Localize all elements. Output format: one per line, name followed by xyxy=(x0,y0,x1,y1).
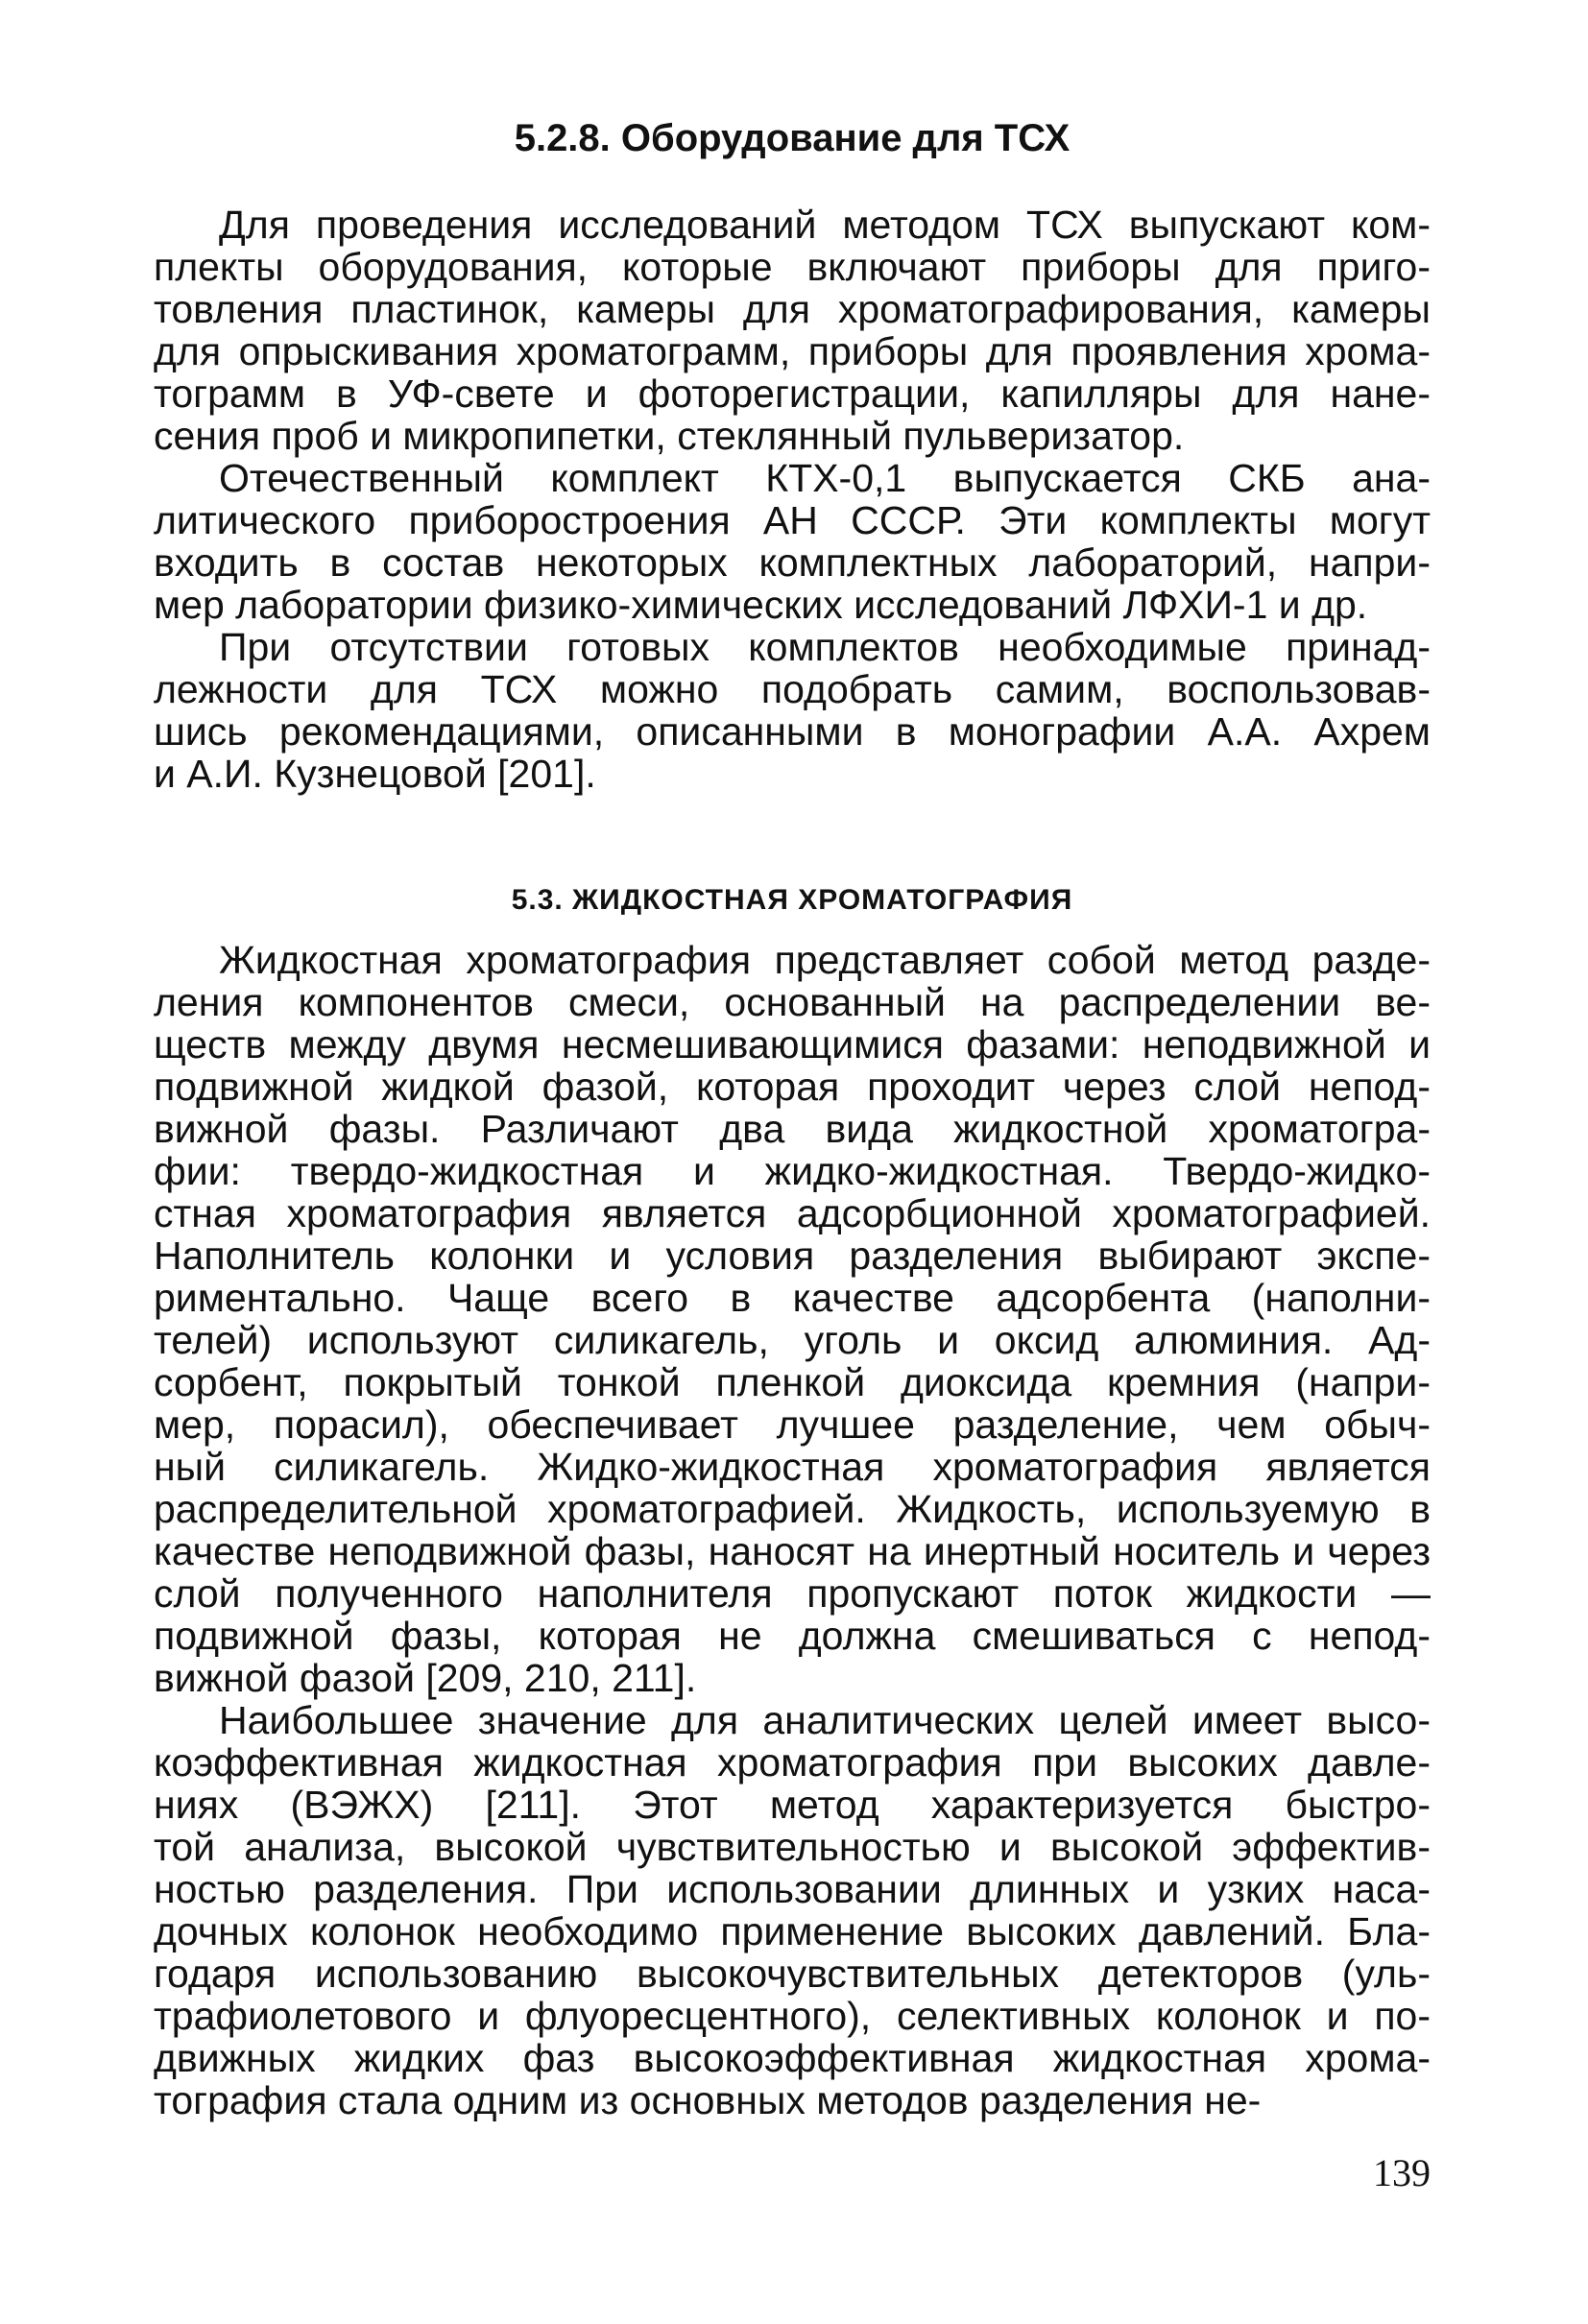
paragraph-line: входить в состав некоторых комплектных лабораторий, напри- xyxy=(154,540,1431,585)
paragraph-line: распределительной хроматографией. Жидкость, используемую в xyxy=(154,1487,1431,1531)
paragraph-line: и А.И. Кузнецовой [201]. xyxy=(154,752,596,796)
paragraph-line: Отечественный комплект КТХ-0,1 выпускается СКБ ана- xyxy=(219,456,1431,500)
paragraph-line: ный силикагель. Жидко-жидкостная хроматография является xyxy=(154,1445,1431,1489)
paragraph-line: Наполнитель колонки и условия разделения выбирают экспе- xyxy=(154,1234,1431,1278)
paragraph-line: для опрыскивания хроматограмм, приборы для проявления хрома- xyxy=(154,329,1431,373)
paragraph-line: телей) используют силикагель, уголь и оксид алюминия. Ад- xyxy=(154,1318,1431,1362)
paragraph-line: Жидкостная хроматография представляет собой метод разде- xyxy=(219,938,1431,982)
paragraph-line: подвижной фазы, которая не должна смешиваться с непод- xyxy=(154,1614,1431,1658)
paragraph-line: вижной фазы. Различают два вида жидкостной хроматогра- xyxy=(154,1107,1431,1151)
paragraph-line: фии: твердо-жидкостная и жидко-жидкостная. Твердо-жидко- xyxy=(154,1149,1431,1193)
paragraph-line: вижной фазой [209, 210, 211]. xyxy=(154,1656,697,1700)
paragraph-line: тограмм в УФ-свете и фоторегистрации, капилляры для нане- xyxy=(154,371,1431,416)
paragraph-line: подвижной жидкой фазой, которая проходит через слой непод- xyxy=(154,1065,1431,1109)
paragraph-line: Для проведения исследований методом ТСХ выпускают ком- xyxy=(219,203,1431,247)
paragraph-line: риментально. Чаще всего в качестве адсорбента (наполни- xyxy=(154,1276,1431,1320)
paragraph-line: мер лаборатории физико-химических исследований ЛФХИ-1 и др. xyxy=(154,583,1368,627)
paragraph-line: годаря использованию высокочувствительных детекторов (уль- xyxy=(154,1952,1431,1996)
paragraph-line: При отсутствии готовых комплектов необходимые принад- xyxy=(219,625,1431,669)
paragraph-line: Наибольшее значение для аналитических целей имеет высо- xyxy=(219,1698,1431,1742)
paragraph-line: той анализа, высокой чувствительностью и высокой эффектив- xyxy=(154,1825,1431,1869)
paragraph-line: дочных колонок необходимо применение высоких давлений. Бла- xyxy=(154,1909,1431,1953)
paragraph-line: слой полученного наполнителя пропускают поток жидкости — xyxy=(154,1571,1431,1616)
paragraph-line: товления пластинок, камеры для хроматографирования, камеры xyxy=(154,287,1431,331)
page-number: 139 xyxy=(1373,2151,1431,2194)
paragraph-line: ниях (ВЭЖХ) [211]. Этот метод характеризуется быстро- xyxy=(154,1783,1431,1827)
paragraph-line: движных жидких фаз высокоэффективная жидкостная хрома- xyxy=(154,2036,1431,2080)
paragraph-line: качестве неподвижной фазы, наносят на инертный носитель и через xyxy=(154,1529,1431,1573)
paragraph-line: тография стала одним из основных методов разделения не- xyxy=(154,2078,1262,2122)
paragraph-line: ления компонентов смеси, основанный на распределении ве- xyxy=(154,980,1431,1024)
paragraph-line: мер, порасил), обеспечивает лучшее разделение, чем обыч- xyxy=(154,1402,1431,1447)
paragraph-line: стная хроматография является адсорбционной хроматографией. xyxy=(154,1191,1431,1235)
paragraph-line: сорбент, покрытый тонкой пленкой диоксида кремния (напри- xyxy=(154,1360,1431,1404)
paragraph-line: литического приборостроения АН СССР. Эти комплекты могут xyxy=(154,498,1431,542)
paragraph-line: лежности для ТСХ можно подобрать самим, воспользовав- xyxy=(154,667,1431,711)
paragraph-line: ществ между двумя несмешивающимися фазами: неподвижной и xyxy=(154,1022,1431,1066)
paragraph-line: ностью разделения. При использовании длинных и узких наса- xyxy=(154,1867,1431,1911)
paragraph-line: плекты оборудования, которые включают приборы для приго- xyxy=(154,245,1431,289)
paragraph-line: шись рекомендациями, описанными в монографии А.А. Ахрем xyxy=(154,709,1431,754)
section-heading: 5.2.8. Оборудование для ТСХ xyxy=(514,117,1071,159)
paragraph-line: сения проб и микропипетки, стеклянный пульверизатор. xyxy=(154,414,1185,458)
chapter-heading: 5.3. ЖИДКОСТНАЯ ХРОМАТОГРАФИЯ xyxy=(511,884,1073,916)
book-page xyxy=(154,0,1431,2324)
paragraph-line: коэффективная жидкостная хроматография при высоких давле- xyxy=(154,1740,1431,1785)
paragraph-line: трафиолетового и флуоресцентного), селективных колонок и по- xyxy=(154,1994,1431,2038)
